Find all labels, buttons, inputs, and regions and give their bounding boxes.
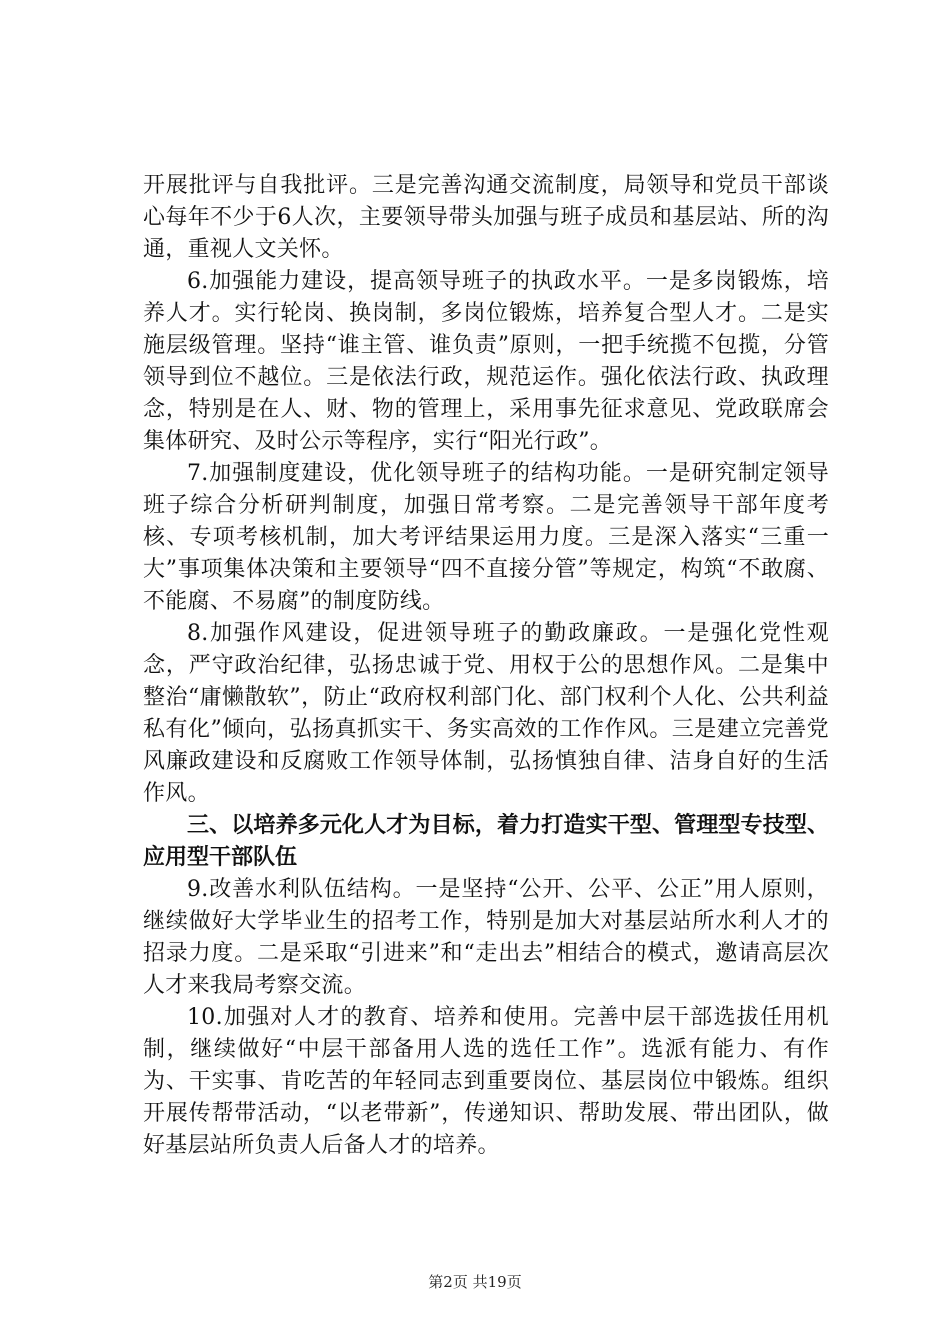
document-body bbox=[143, 170, 829, 1162]
section-heading-3: 三、以培养多元化人才为目标，着力打造实干型、管理型专技型、应用型干部队伍 bbox=[143, 813, 829, 870]
page-number-label: 第2页 共19页 bbox=[428, 1273, 522, 1291]
page-footer bbox=[0, 1272, 950, 1292]
paragraph-8: 8.加强作风建设，促进领导班子的勤政廉政。一是强化党性观念，严守政治纪律，弘扬忠诚于党、用权于公的思想作风。二是集中整治“庸懒散软”，防止“政府权利部门化、部门权利个人化、公共利益私有化”倾向，弘扬真抓实干、务实高效的工作作风。三是建立完善党风廉政建设和反腐败工作领导体制，弘扬慎独自律、洁身自好的生活作风。 bbox=[143, 621, 829, 806]
paragraph-10: 10.加强对人才的教育、培养和使用。完善中层干部选拔任用机制，继续做好“中层干部备用人选的选任工作”。选派有能力、有作为、干实事、肯吃苦的年轻同志到重要岗位、基层岗位中锻炼。组织开展传帮带活动，“以老带新”，传递知识、帮助发展、带出团队，做好基层站所负责人后备人才的培养。 bbox=[143, 1005, 829, 1158]
paragraph-7: 7.加强制度建设，优化领导班子的结构功能。一是研究制定领导班子综合分析研判制度，加强日常考察。二是完善领导干部年度考核、专项考核机制，加大考评结果运用力度。三是深入落实“三重一大”事项集体决策和主要领导“四不直接分管”等规定，构筑“不敢腐、不能腐、不易腐”的制度防线。 bbox=[143, 461, 829, 614]
paragraph-9: 9.改善水利队伍结构。一是坚持“公开、公平、公正”用人原则，继续做好大学毕业生的招考工作，特别是加大对基层站所水利人才的招录力度。二是采取“引进来”和“走出去”相结合的模式，邀请高层次人才来我局考察交流。 bbox=[143, 877, 829, 998]
paragraph-6: 6.加强能力建设，提高领导班子的执政水平。一是多岗锻炼，培养人才。实行轮岗、换岗制，多岗位锻炼，培养复合型人才。二是实施层级管理。坚持“谁主管、谁负责”原则，一把手统揽不包揽，分管领导到位不越位。三是依法行政，规范运作。强化依法行政、执政理念，特别是在人、财、物的管理上，采用事先征求意见、党政联席会集体研究、及时公示等程序，实行“阳光行政”。 bbox=[143, 269, 829, 454]
paragraph-continuation: 开展批评与自我批评。三是完善沟通交流制度，局领导和党员干部谈心每年不少于6人次，主要领导带头加强与班子成员和基层站、所的沟通，重视人文关怀。 bbox=[143, 173, 829, 262]
